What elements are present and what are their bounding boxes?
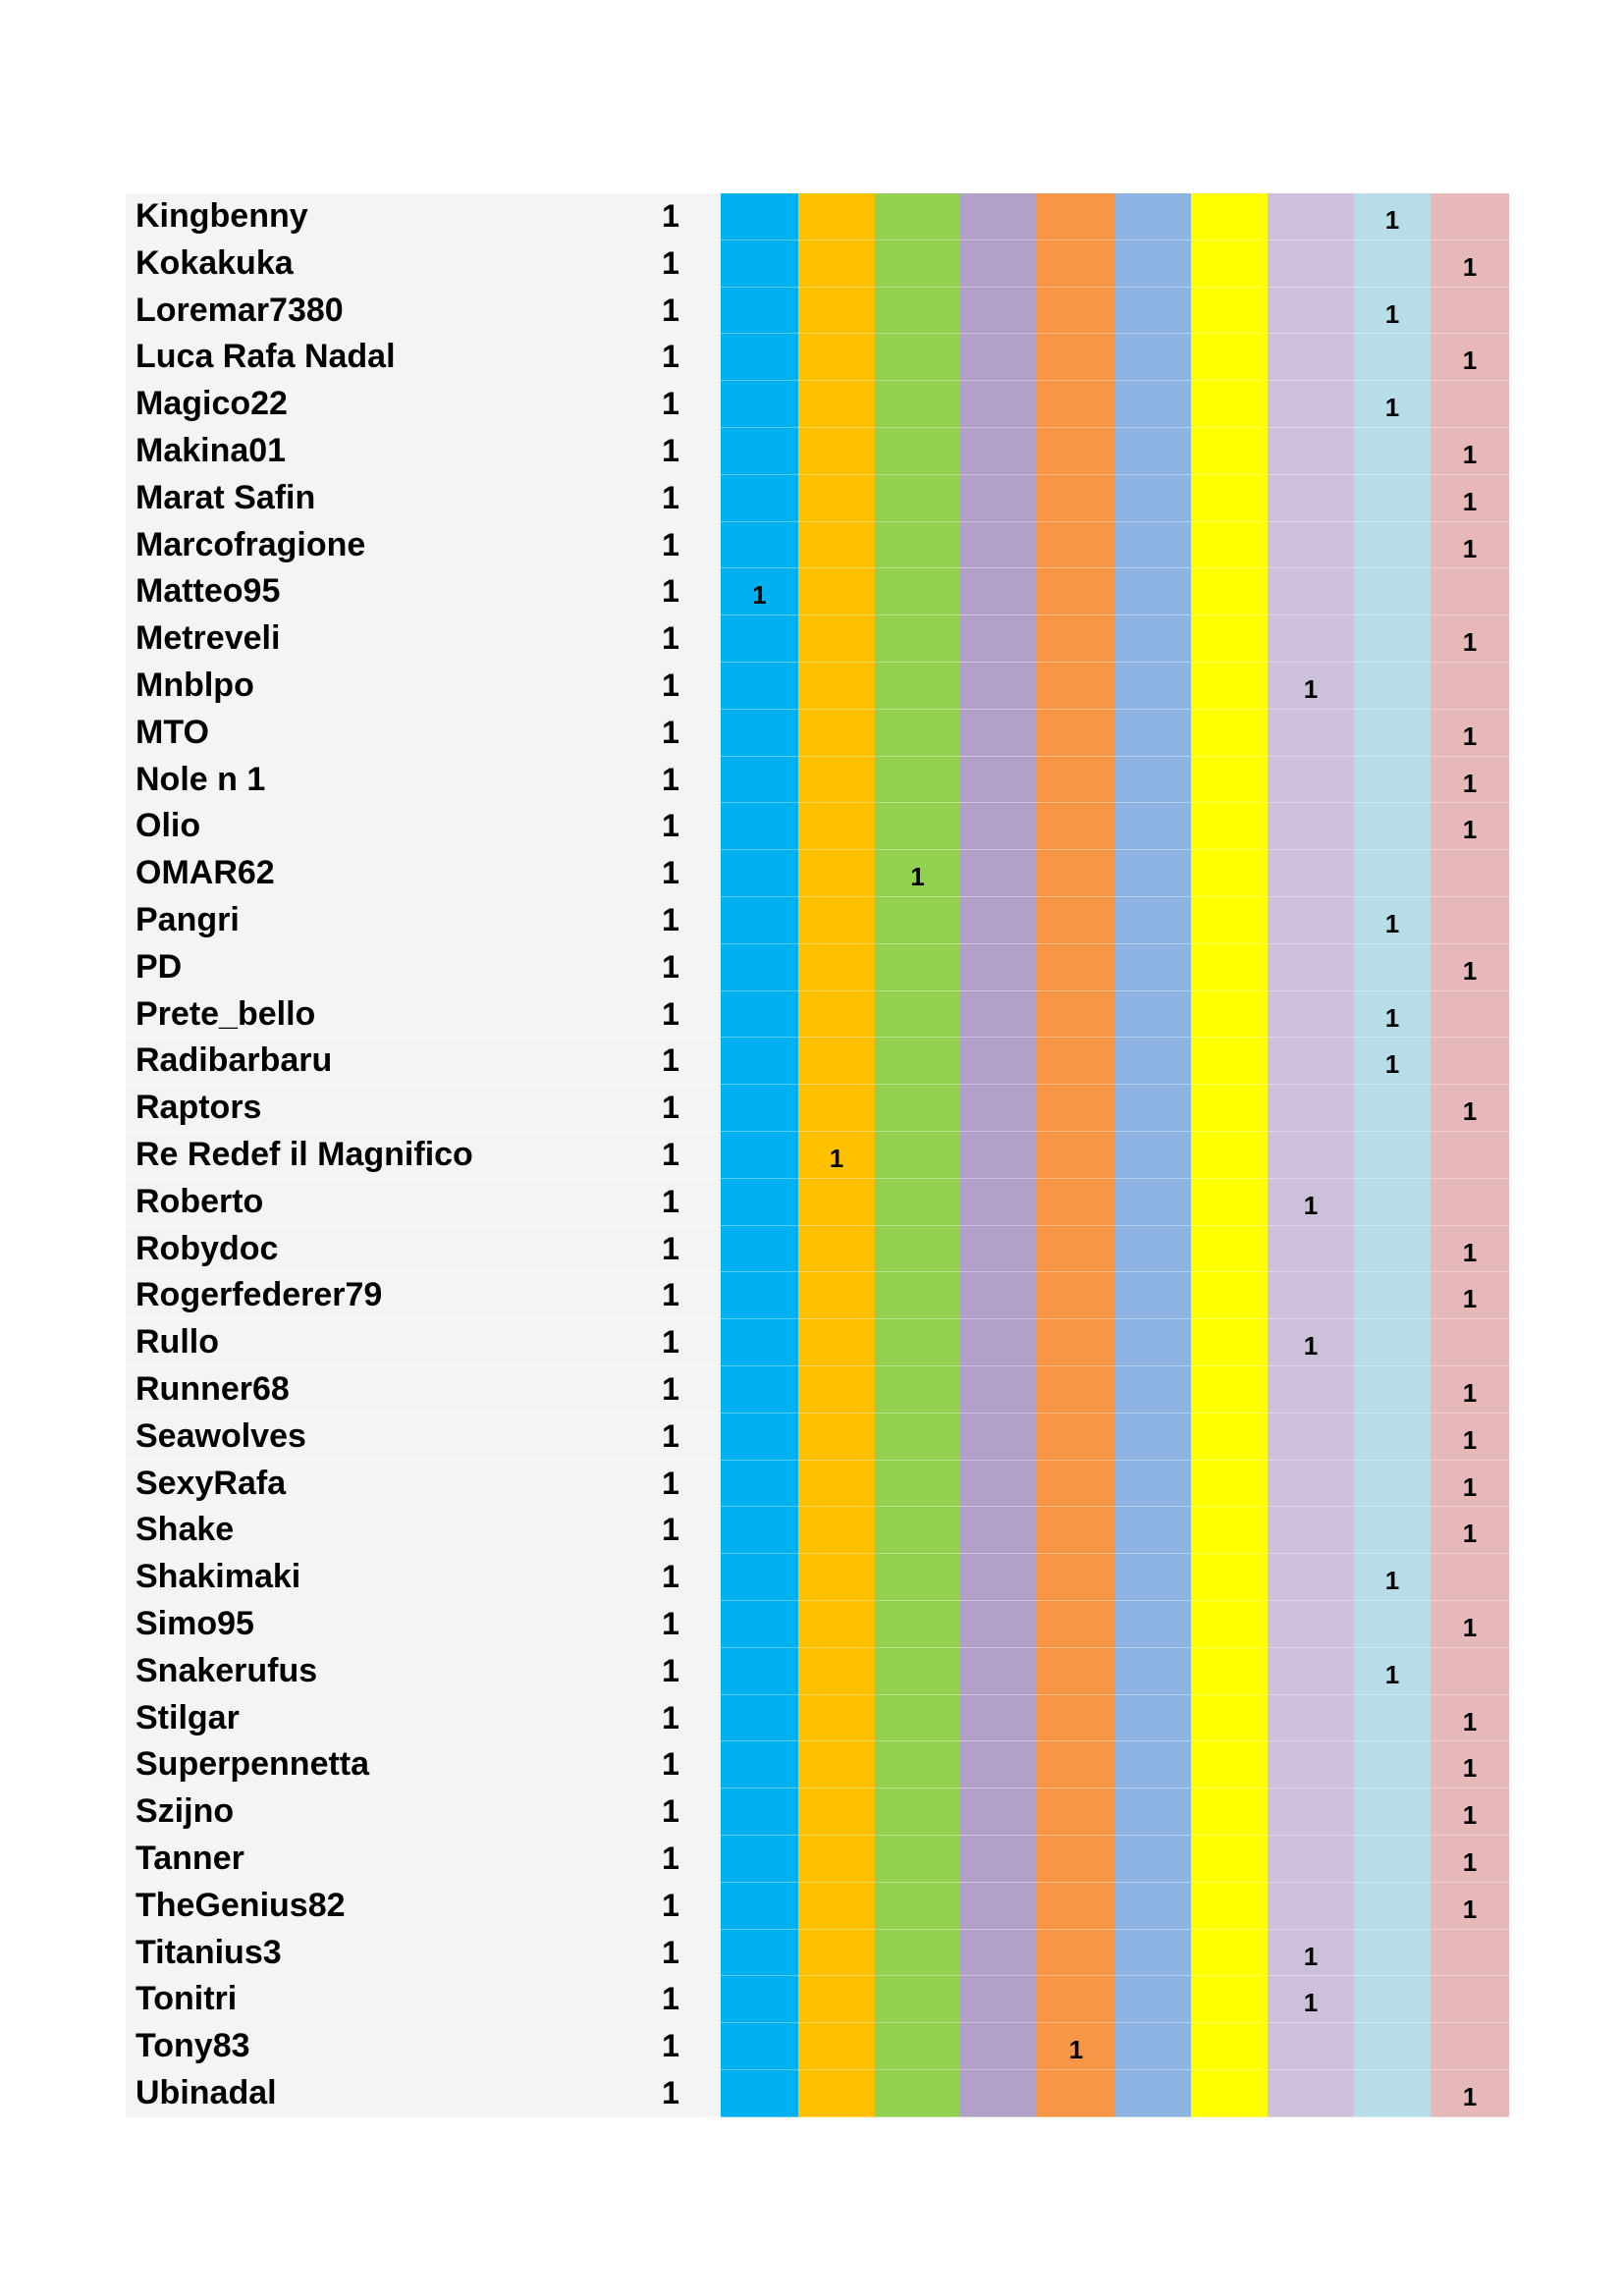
participant-total: 1: [662, 198, 679, 234]
participant-name: Runner68: [135, 1370, 290, 1408]
column-mark: 1: [1068, 2035, 1084, 2065]
participant-name: TheGenius82: [135, 1886, 346, 1924]
participant-name: Shakimaki: [135, 1558, 301, 1596]
table-row: [126, 1038, 1509, 1085]
table-row: [126, 1836, 1509, 1883]
table-row: [126, 240, 1509, 288]
table-row: [126, 2070, 1509, 2117]
column-mark: 1: [1462, 533, 1478, 563]
table-row: [126, 991, 1509, 1039]
column-mark: 1: [1384, 1566, 1400, 1596]
participant-total: 1: [662, 1230, 679, 1266]
participant-name: SexyRafa: [135, 1464, 287, 1502]
table-row: [126, 381, 1509, 428]
participant-total: 1: [662, 1699, 679, 1735]
table-row: [126, 1554, 1509, 1601]
column-mark: 1: [1303, 1941, 1319, 1971]
table-row: [126, 475, 1509, 522]
participant-name: Nole n 1: [135, 760, 266, 798]
participant-name: Marat Safin: [135, 478, 316, 516]
participant-name: Snakerufus: [135, 1651, 318, 1689]
table-row: [126, 757, 1509, 804]
participant-name: Re Redef il Magnifico: [135, 1136, 473, 1173]
participant-name: Robydoc: [135, 1229, 279, 1267]
participant-name: Olio: [135, 807, 201, 845]
participant-total: 1: [662, 1559, 679, 1595]
participant-name: MTO: [135, 713, 209, 751]
participant-total: 1: [662, 244, 679, 281]
table-row: [126, 1976, 1509, 2023]
table-row: [126, 1930, 1509, 1977]
table-row: [126, 1883, 1509, 1930]
participant-name: Mnblpo: [135, 667, 254, 704]
column-mark: 1: [1384, 393, 1400, 423]
column-mark: 1: [1462, 1519, 1478, 1549]
column-mark: 1: [752, 580, 767, 611]
participant-name: OMAR62: [135, 854, 275, 892]
table-row: [126, 897, 1509, 944]
participant-total: 1: [662, 1746, 679, 1783]
participant-name: Raptors: [135, 1089, 262, 1127]
participant-total: 1: [662, 1841, 679, 1876]
table-row: [126, 803, 1509, 850]
participant-name: Makina01: [135, 432, 287, 469]
participant-total: 1: [662, 714, 679, 750]
table-row: [126, 1179, 1509, 1226]
table-row: [126, 1507, 1509, 1554]
participant-total: 1: [662, 1277, 679, 1313]
participant-name: Matteo95: [135, 572, 281, 611]
table-row: [126, 1132, 1509, 1179]
table-row: [126, 663, 1509, 710]
participant-total: 1: [662, 1465, 679, 1501]
table-row: [126, 1695, 1509, 1742]
participant-total: 1: [662, 573, 679, 610]
participant-total: 1: [662, 526, 679, 562]
participant-total: 1: [662, 386, 679, 422]
participant-name: Rogerfederer79: [135, 1276, 383, 1314]
participant-total: 1: [662, 1417, 679, 1454]
table-row: [126, 1272, 1509, 1319]
column-mark: 1: [1462, 1284, 1478, 1314]
participant-name: Simo95: [135, 1605, 254, 1642]
column-mark: 1: [1384, 1049, 1400, 1080]
participant-total: 1: [662, 855, 679, 891]
participant-total: 1: [662, 1887, 679, 1923]
column-mark: 1: [1384, 909, 1400, 938]
participant-total: 1: [662, 433, 679, 468]
participant-total: 1: [662, 2028, 679, 2064]
participant-total: 1: [662, 1042, 679, 1079]
table-row: [126, 1601, 1509, 1648]
column-mark: 1: [1384, 1659, 1400, 1689]
table-row: [126, 288, 1509, 335]
column-mark: 1: [1303, 1331, 1319, 1362]
participant-total: 1: [662, 620, 679, 657]
column-mark: 1: [910, 862, 925, 892]
participant-name: Pangri: [135, 901, 240, 938]
participant-total: 1: [662, 1183, 679, 1219]
participant-total: 1: [662, 995, 679, 1032]
participant-name: PD: [135, 947, 183, 986]
participant-total: 1: [662, 1137, 679, 1172]
participant-total: 1: [662, 339, 679, 375]
participant-name: Stilgar: [135, 1698, 240, 1736]
row-divider: [126, 2116, 1509, 2117]
column-mark: 1: [1384, 1002, 1400, 1033]
column-mark: 1: [1303, 1988, 1319, 2018]
participant-name: Luca Rafa Nadal: [135, 338, 396, 376]
table-row: [126, 2023, 1509, 2070]
table-row: [126, 1226, 1509, 1273]
column-mark: 1: [1462, 1706, 1478, 1736]
column-mark: 1: [1303, 1190, 1319, 1220]
column-mark: 1: [1384, 205, 1400, 235]
participant-total: 1: [662, 1606, 679, 1641]
table-row: [126, 1648, 1509, 1695]
column-mark: 1: [1462, 1378, 1478, 1408]
participant-name: Kokakuka: [135, 243, 294, 282]
table-row: [126, 1366, 1509, 1414]
column-mark: 1: [1462, 1471, 1478, 1502]
table-row: [126, 568, 1509, 615]
participant-name: Shake: [135, 1511, 235, 1549]
table-row: [126, 1414, 1509, 1461]
table-row: [126, 615, 1509, 663]
participant-name: Metreveli: [135, 619, 281, 658]
participant-name: Tanner: [135, 1840, 244, 1877]
participant-total: 1: [662, 667, 679, 703]
column-mark: 1: [1462, 768, 1478, 798]
participant-total: 1: [662, 1652, 679, 1688]
column-mark: 1: [1462, 627, 1478, 658]
table-row: [126, 944, 1509, 991]
participant-name: Tony83: [135, 2027, 250, 2065]
participant-total: 1: [662, 292, 679, 328]
participant-name: Prete_bello: [135, 994, 316, 1033]
column-mark: 1: [1384, 298, 1400, 329]
column-mark: 1: [1462, 815, 1478, 845]
participant-total: 1: [662, 948, 679, 985]
participant-name: Ubinadal: [135, 2074, 277, 2111]
column-mark: 1: [1462, 721, 1478, 751]
participant-total: 1: [662, 808, 679, 844]
table-row: [126, 850, 1509, 897]
column-mark: 1: [1303, 674, 1319, 704]
column-mark: 1: [1462, 1894, 1478, 1924]
table-row: [126, 1461, 1509, 1508]
column-mark: 1: [1462, 1096, 1478, 1127]
table-row: [126, 710, 1509, 757]
table-row: [126, 334, 1509, 381]
column-mark: 1: [1462, 1800, 1478, 1831]
participant-name: Radibarbaru: [135, 1041, 333, 1080]
column-mark: 1: [1462, 1753, 1478, 1784]
column-mark: 1: [1462, 346, 1478, 376]
table-row: [126, 1319, 1509, 1366]
participant-name: Titanius3: [135, 1933, 282, 1971]
participant-name: Kingbenny: [135, 197, 308, 235]
column-mark: 1: [1462, 1613, 1478, 1642]
column-mark: 1: [1462, 1424, 1478, 1455]
participant-total: 1: [662, 761, 679, 797]
table-row: [126, 1741, 1509, 1789]
column-mark: 1: [1462, 2082, 1478, 2111]
column-mark: 1: [1462, 251, 1478, 282]
participant-total: 1: [662, 1793, 679, 1830]
participant-name: Marcofragione: [135, 525, 366, 563]
participant-name: Roberto: [135, 1182, 264, 1220]
participant-name: Rullo: [135, 1323, 219, 1362]
participant-total: 1: [662, 1090, 679, 1126]
participant-total: 1: [662, 2075, 679, 2110]
table-row: [126, 1789, 1509, 1836]
column-mark: 1: [1462, 955, 1478, 986]
table-row: [126, 522, 1509, 569]
score-sheet: [126, 193, 1509, 2117]
table-row: [126, 1085, 1509, 1132]
table-row: [126, 428, 1509, 475]
participant-name: Superpennetta: [135, 1745, 370, 1784]
column-mark: 1: [1462, 1237, 1478, 1267]
column-mark: 1: [1462, 486, 1478, 516]
participant-name: Szijno: [135, 1792, 235, 1831]
column-mark: 1: [829, 1144, 844, 1173]
participant-name: Magico22: [135, 385, 288, 423]
participant-name: Loremar7380: [135, 291, 344, 329]
column-mark: 1: [1462, 440, 1478, 469]
participant-name: Seawolves: [135, 1416, 306, 1455]
participant-total: 1: [662, 479, 679, 515]
participant-name: Tonitri: [135, 1980, 238, 2018]
participant-total: 1: [662, 1324, 679, 1361]
participant-total: 1: [662, 1934, 679, 1970]
participant-total: 1: [662, 1981, 679, 2017]
table-row: [126, 193, 1509, 240]
column-mark: 1: [1462, 1847, 1478, 1877]
participant-total: 1: [662, 1371, 679, 1407]
participant-total: 1: [662, 1512, 679, 1548]
participant-total: 1: [662, 902, 679, 937]
